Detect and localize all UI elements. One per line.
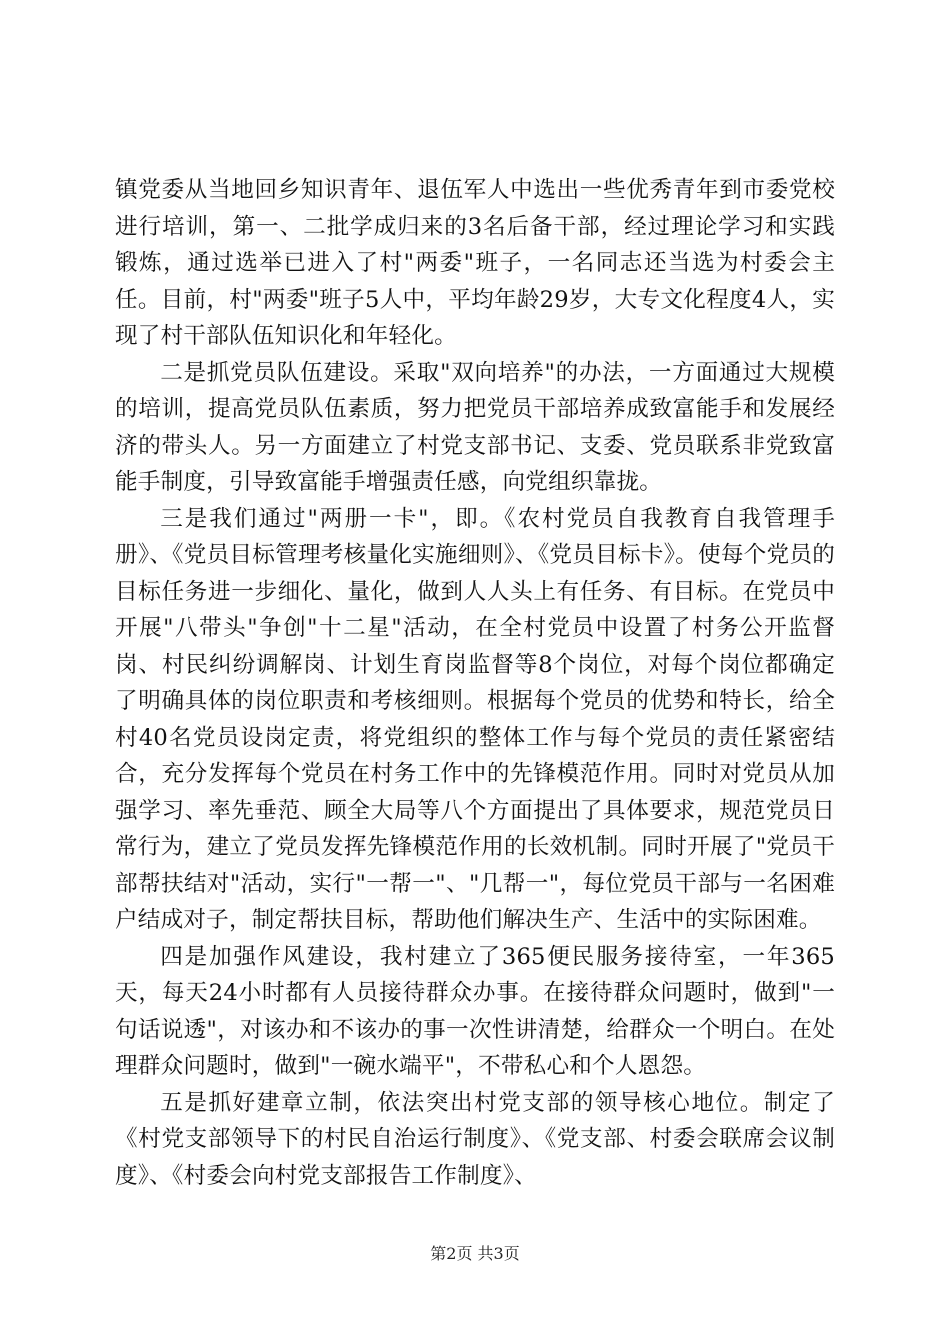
document-body — [115, 172, 835, 1194]
paragraph-2: 二是抓党员队伍建设。采取"双向培养"的办法，一方面通过大规模的培训，提高党员队伍素质，努力把党员干部培养成致富能手和发展经济的带头人。另一方面建立了村党支部书记、支委、党员联系非党致富能手制度，引导致富能手增强责任感，向党组织靠拢。 — [115, 359, 835, 495]
paragraph-4: 四是加强作风建设，我村建立了365便民服务接待室，一年365天，每天24小时都有人员接待群众办事。在接待群众问题时，做到"一句话说透"，对该办和不该办的事一次性讲清楚，给群众一个明白。在处理群众问题时，做到"一碗水端平"，不带私心和个人恩怨。 — [115, 943, 835, 1079]
paragraph-1: 镇党委从当地回乡知识青年、退伍军人中选出一些优秀青年到市委党校进行培训，第一、二批学成归来的3名后备干部，经过理论学习和实践锻炼，通过选举已进入了村"两委"班子，一名同志还当选为村委会主任。目前，村"两委"班子5人中，平均年龄29岁，大专文化程度4人，实现了村干部队伍知识化和年轻化。 — [115, 177, 835, 349]
paragraph-3: 三是我们通过"两册一卡"，即。《农村党员自我教育自我管理手册》、《党员目标管理考核量化实施细则》、《党员目标卡》。使每个党员的目标任务进一步细化、量化，做到人人头上有任务、有目标。在党员中开展"八带头"争创"十二星"活动，在全村党员中设置了村务公开监督岗、村民纠纷调解岗、计划生育岗监督等8个岗位，对每个岗位都确定了明确具体的岗位职责和考核细则。根据每个党员的优势和特长，给全村40名党员设岗定责，将党组织的整体工作与每个党员的责任紧密结合，充分发挥每个党员在村务工作中的先锋模范作用。同时对党员从加强学习、率先垂范、顾全大局等八个方面提出了具体要求，规范党员日常行为，建立了党员发挥先锋模范作用的长效机制。同时开展了"党员干部帮扶结对"活动，实行"一帮一"、"几帮一"，每位党员干部与一名困难户结成对子，制定帮扶目标，帮助他们解决生产、生活中的实际困难。 — [115, 505, 835, 933]
page-footer: 第2页 共3页 — [430, 1244, 520, 1263]
paragraph-5: 五是抓好建章立制，依法突出村党支部的领导核心地位。制定了《村党支部领导下的村民自治运行制度》、《党支部、村委会联席会议制度》、《村委会向村党支部报告工作制度》、 — [115, 1089, 835, 1189]
